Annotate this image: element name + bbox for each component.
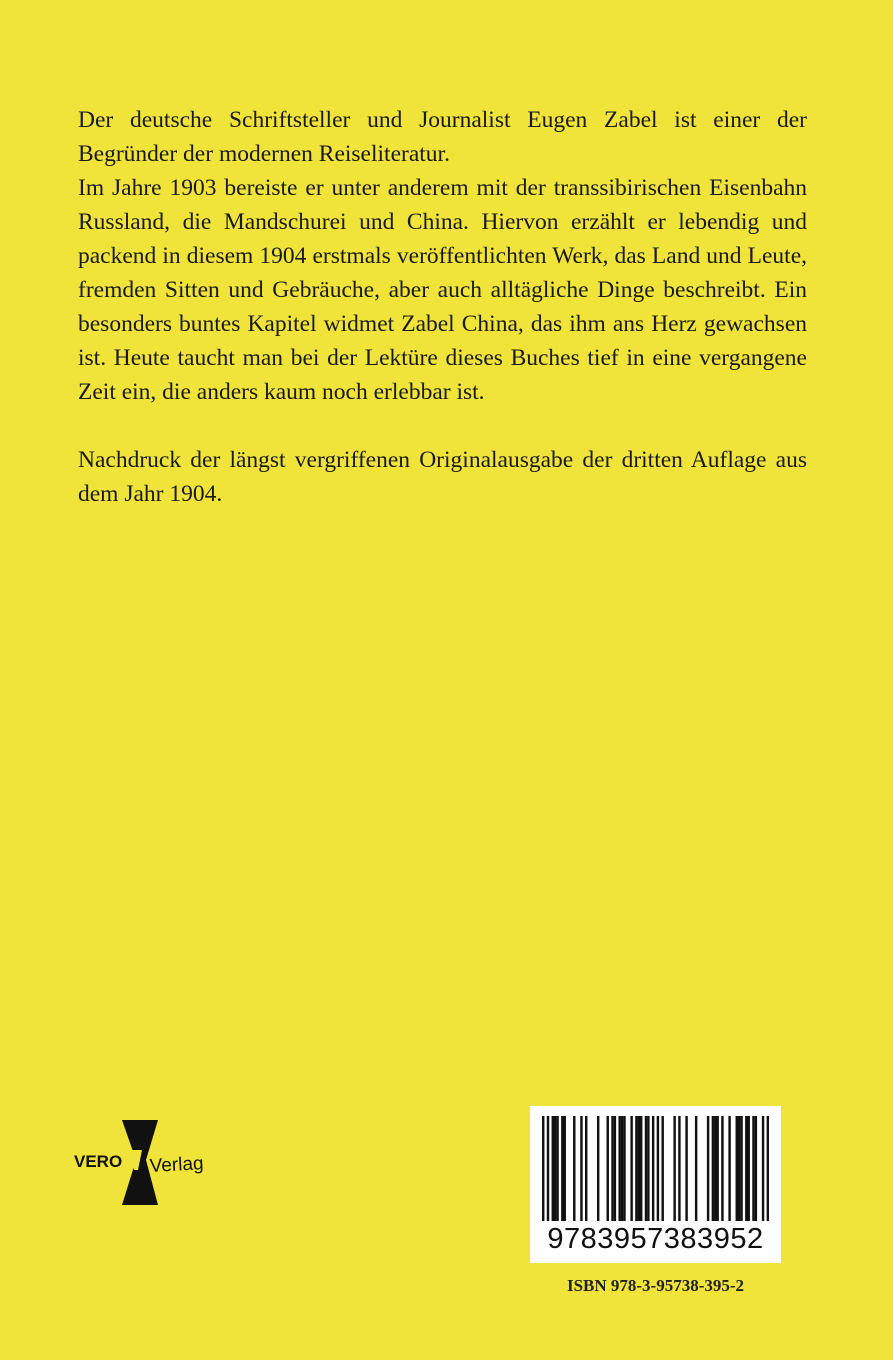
barcode-bar [554,1116,556,1221]
logo-vero-text: VERO [74,1152,123,1171]
barcode-bar [561,1116,563,1221]
blurb-reprint-note: Nachdruck der längst vergriffenen Originalausgabe der dritten Auflage aus dem Jahr 1904. [78,447,807,507]
barcode-bar [564,1116,566,1221]
barcode-bar [661,1116,663,1221]
barcode-bar [547,1116,549,1221]
barcode-bar [611,1116,613,1221]
barcode-bar [712,1116,714,1221]
barcode-bar [745,1116,747,1221]
barcode-bar [714,1116,716,1221]
barcode-bar [678,1116,680,1221]
publisher-logo [70,1120,205,1205]
barcode-bar [552,1116,554,1221]
barcode-bar [752,1116,754,1221]
barcode-bar [580,1116,582,1221]
barcode-bar [738,1116,740,1221]
barcode-bar [685,1116,687,1221]
barcode-bar [657,1116,659,1221]
barcode-bar [618,1116,620,1221]
barcode-bar [635,1116,637,1221]
blurb-description: Im Jahre 1903 bereiste er unter anderem mit der transsibirischen Eisenbahn Russland, die Mandschurei und China. Hiervon erzählt er lebendig und packend in diesem 1904 erstmals veröffentlichten Werk, das Land und Leute, fremden Sitten und Gebräuche, aber auch alltägliche Dinge beschreibt. Ein besonders buntes Kapitel widmet Zabel China, das ihm ans Herz gewachsen ist. Heute taucht man bei der Lektüre dieses Buches tief in eine vergangene Zeit ein, die anders kaum noch erlebbar ist. [78,175,807,405]
barcode-bar [716,1116,718,1221]
barcode-bar [728,1116,730,1221]
back-cover-blurb [78,103,807,511]
barcode-bar [755,1116,757,1221]
barcode-bar [747,1116,749,1221]
barcode-bar [640,1116,642,1221]
barcode [530,1106,781,1263]
barcode-bar [556,1116,558,1221]
barcode-bar [736,1116,738,1221]
barcode-bar [695,1116,697,1221]
barcode-bar [673,1116,675,1221]
barcode-bar [597,1116,599,1221]
barcode-bar [740,1116,742,1221]
barcode-bar [573,1116,575,1221]
barcode-bar [645,1116,647,1221]
barcode-bars [542,1116,769,1221]
barcode-bar [652,1116,654,1221]
isbn-number: ISBN 978-3-95738-395-2 [566,1276,745,1295]
barcode-bar [762,1116,764,1221]
barcode-bar [721,1116,723,1221]
barcode-bar [623,1116,625,1221]
barcode-bar [647,1116,649,1221]
barcode-bar [621,1116,623,1221]
barcode-bar [767,1116,769,1221]
barcode-bar [614,1116,616,1221]
blurb-intro: Der deutsche Schriftsteller und Journalist Eugen Zabel ist einer der Begründer der modernen Reiseliteratur. [78,107,807,167]
barcode-bar [607,1116,609,1221]
logo-verlag-text: Verlag [149,1153,205,1177]
barcode-bar [638,1116,640,1221]
barcode-bar [707,1116,709,1221]
barcode-bar [585,1116,587,1221]
barcode-bar [630,1116,632,1221]
barcode-digits: 9783957383952 [547,1223,764,1255]
barcode-bar [542,1116,544,1221]
